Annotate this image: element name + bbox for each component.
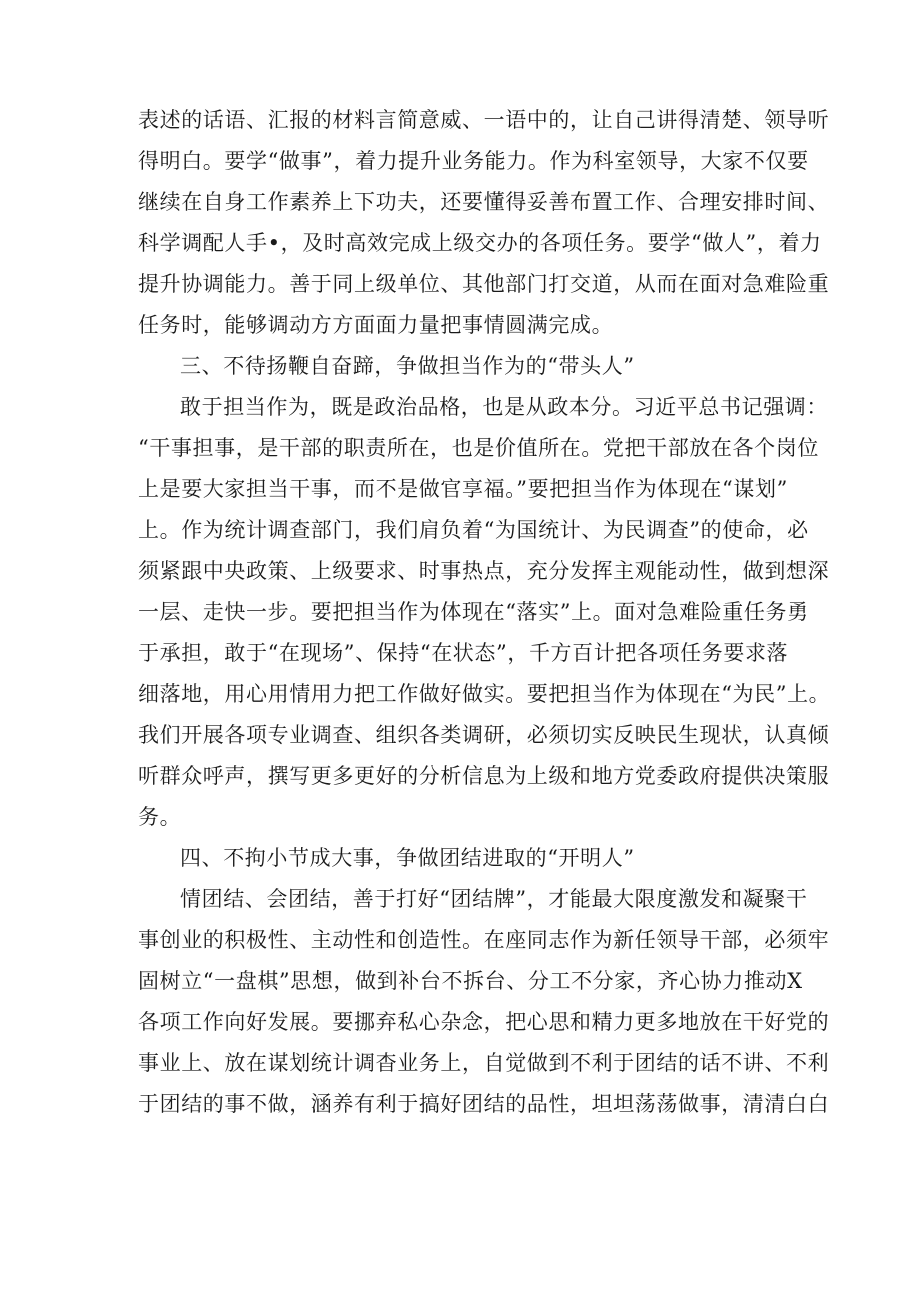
text-line: 任务时，能够调动方方面面力量把事情圆满完成。	[138, 313, 614, 337]
text-line: 表述的话语、汇报的材料言简意威、一语中的，让自己讲得清楚、领导听	[138, 108, 830, 132]
text-line: “干事担事，是干部的职责所在，也是价值所在。党把干部放在各个岗位	[138, 436, 819, 460]
text-line: 一层、走快一步。要把担当作为体现在“落实”上。面对急难险重任务勇	[138, 600, 809, 624]
text-line: 固树立“一盘棋”思想，做到补台不拆台、分工不分家，齐心协力推动X	[138, 969, 803, 993]
text-line: 于团结的事不做，涵养有利于搞好团结的品性，坦坦荡荡做事，清清白白	[138, 1092, 830, 1116]
text-line: 事创业的积极性、主动性和创造性。在座同志作为新任领导干部，必须牢	[138, 928, 830, 952]
text-line: 事业上、放在谋划统计调杳业务上，自觉做到不利于团结的话不讲、不利	[138, 1051, 830, 1075]
text-line: 科学调配人手•，及时高效完成上级交办的各项任务。要学“做人”，着力	[138, 231, 822, 255]
text-line: 上是要大家担当干事，而不是做官享福。”要把担当作为体现在“谋划”	[138, 477, 788, 501]
text-line: 提升协调能力。善于同上级单位、其他部门打交道，从而在面对急难险重	[138, 272, 830, 296]
text-line: 须紧跟中央政策、上级要求、时事热点，充分发挥主观能动性，做到想深	[138, 559, 830, 583]
text-line: 听群众呼声，撰写更多更好的分析信息为上级和地方党委政府提供决策服	[138, 764, 830, 788]
text-line: 务。	[138, 805, 182, 829]
text-line: 各项工作向好发展。要挪弃私心杂念，把心思和精力更多地放在干好党的	[138, 1010, 830, 1034]
text-line: 继续在自身工作素养上下功夫，还要懂得妥善布置工作、合理安排时间、	[138, 190, 830, 214]
paragraph-start: 敢于担当作为，既是政治品格，也是从政本分。习近平总书记强调：	[180, 395, 828, 419]
text-line: 得明白。要学“做事”，着力提升业务能力。作为科室领导，大家不仅要	[138, 149, 809, 173]
text-line: 上。作为统计调查部门，我们肩负着“为国统计、为民调查”的使命，必	[138, 518, 809, 542]
text-line: 我们开展各项专业调查、组织各类调研，必须切实反映民生现状，认真倾	[138, 723, 830, 747]
paragraph-start: 情团结、会团结，善于打好“团结牌”，才能最大限度激发和凝聚干	[180, 887, 808, 911]
section-heading-3: 三、不待扬鞭自奋蹄，争做担当作为的“带头人”	[180, 354, 635, 378]
section-heading-4: 四、不拘小节成大事，争做团结进取的“开明人”	[180, 846, 635, 870]
text-line: 细落地，用心用情用力把工作做好做实。要把担当作为体现在“为民”上。	[138, 682, 831, 706]
text-line: 于承担，敢于“在现场”、保持“在状态”，千方百计把各项任务要求落	[138, 641, 789, 665]
